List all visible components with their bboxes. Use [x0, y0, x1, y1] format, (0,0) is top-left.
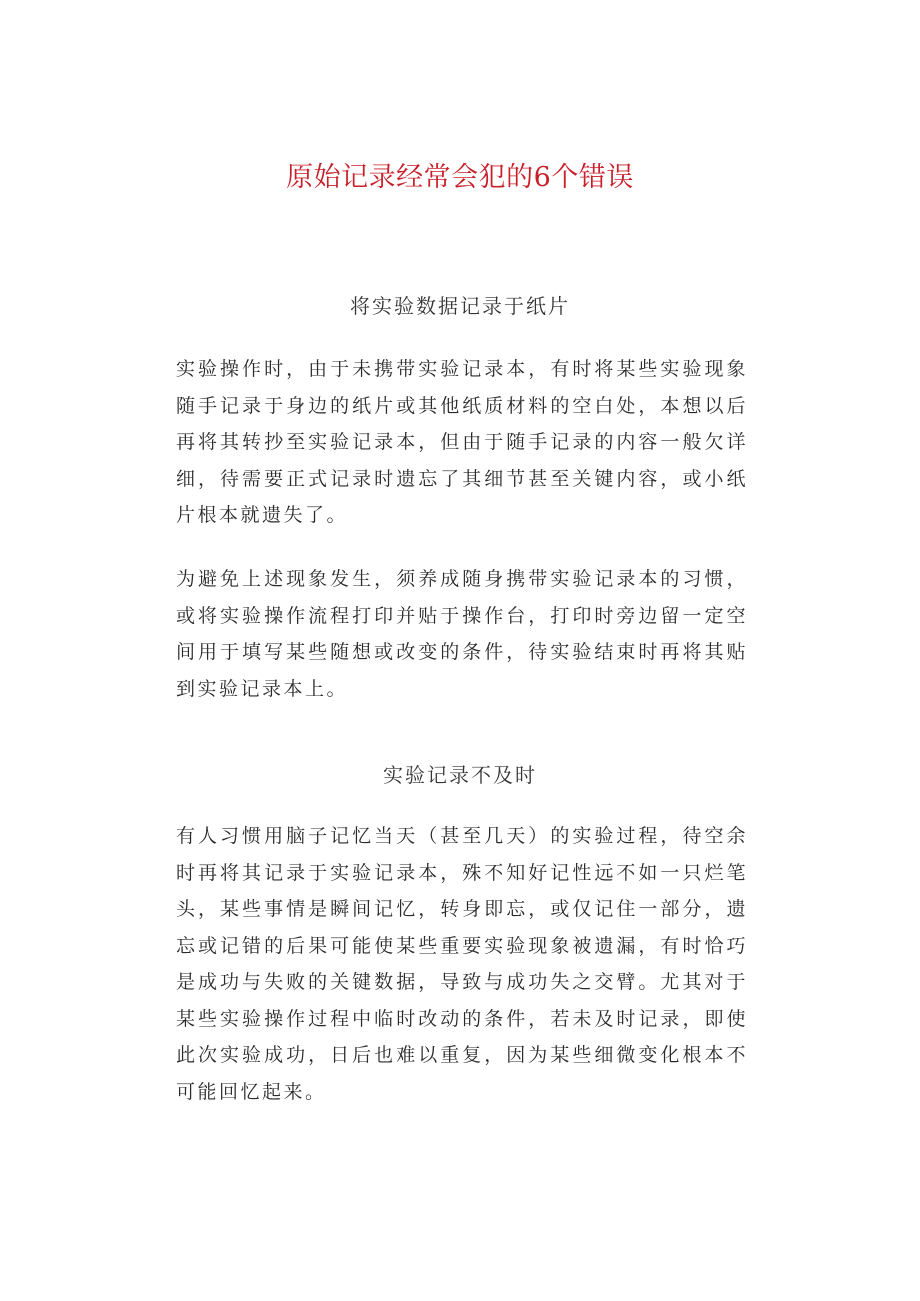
document-title: 原始记录经常会犯的6个错误: [286, 162, 634, 193]
paragraph: 实验操作时，由于未携带实验记录本，有时将某些实验现象随手记录于身边的纸片或其他纸质材料的空白处，本想以后再将其转抄至实验记录本，但由于随手记录的内容一般欠详细，待需要正式记录时遗忘了其细节甚至关键内容，或小纸片根本就遗失了。: [176, 358, 748, 526]
section-heading-untimely-records: 实验记录不及时: [383, 763, 537, 787]
paragraph: 为避免上述现象发生，须养成随身携带实验记录本的习惯，或将实验操作流程打印并贴于操作台，打印时旁边留一定空间用于填写某些随想或改变的条件，待实验结束时再将其贴到实验记录本上。: [176, 568, 748, 700]
section-heading-paper-scraps: 将实验数据记录于纸片: [350, 294, 570, 318]
paragraph: 有人习惯用脑子记忆当天（甚至几天）的实验过程，待空余时再将其记录于实验记录本，殊不知好记性远不如一只烂笔头，某些事情是瞬间记忆，转身即忘，或仅记住一部分，遗忘或记错的后果可能使某些重要实验现象被遗漏，有时恰巧是成功与失败的关键数据，导致与成功失之交臂。尤其对于某些实验操作过程中临时改动的条件，若未及时记录，即使此次实验成功，日后也难以重复，因为某些细微变化根本不可能回忆起来。: [176, 825, 748, 1103]
